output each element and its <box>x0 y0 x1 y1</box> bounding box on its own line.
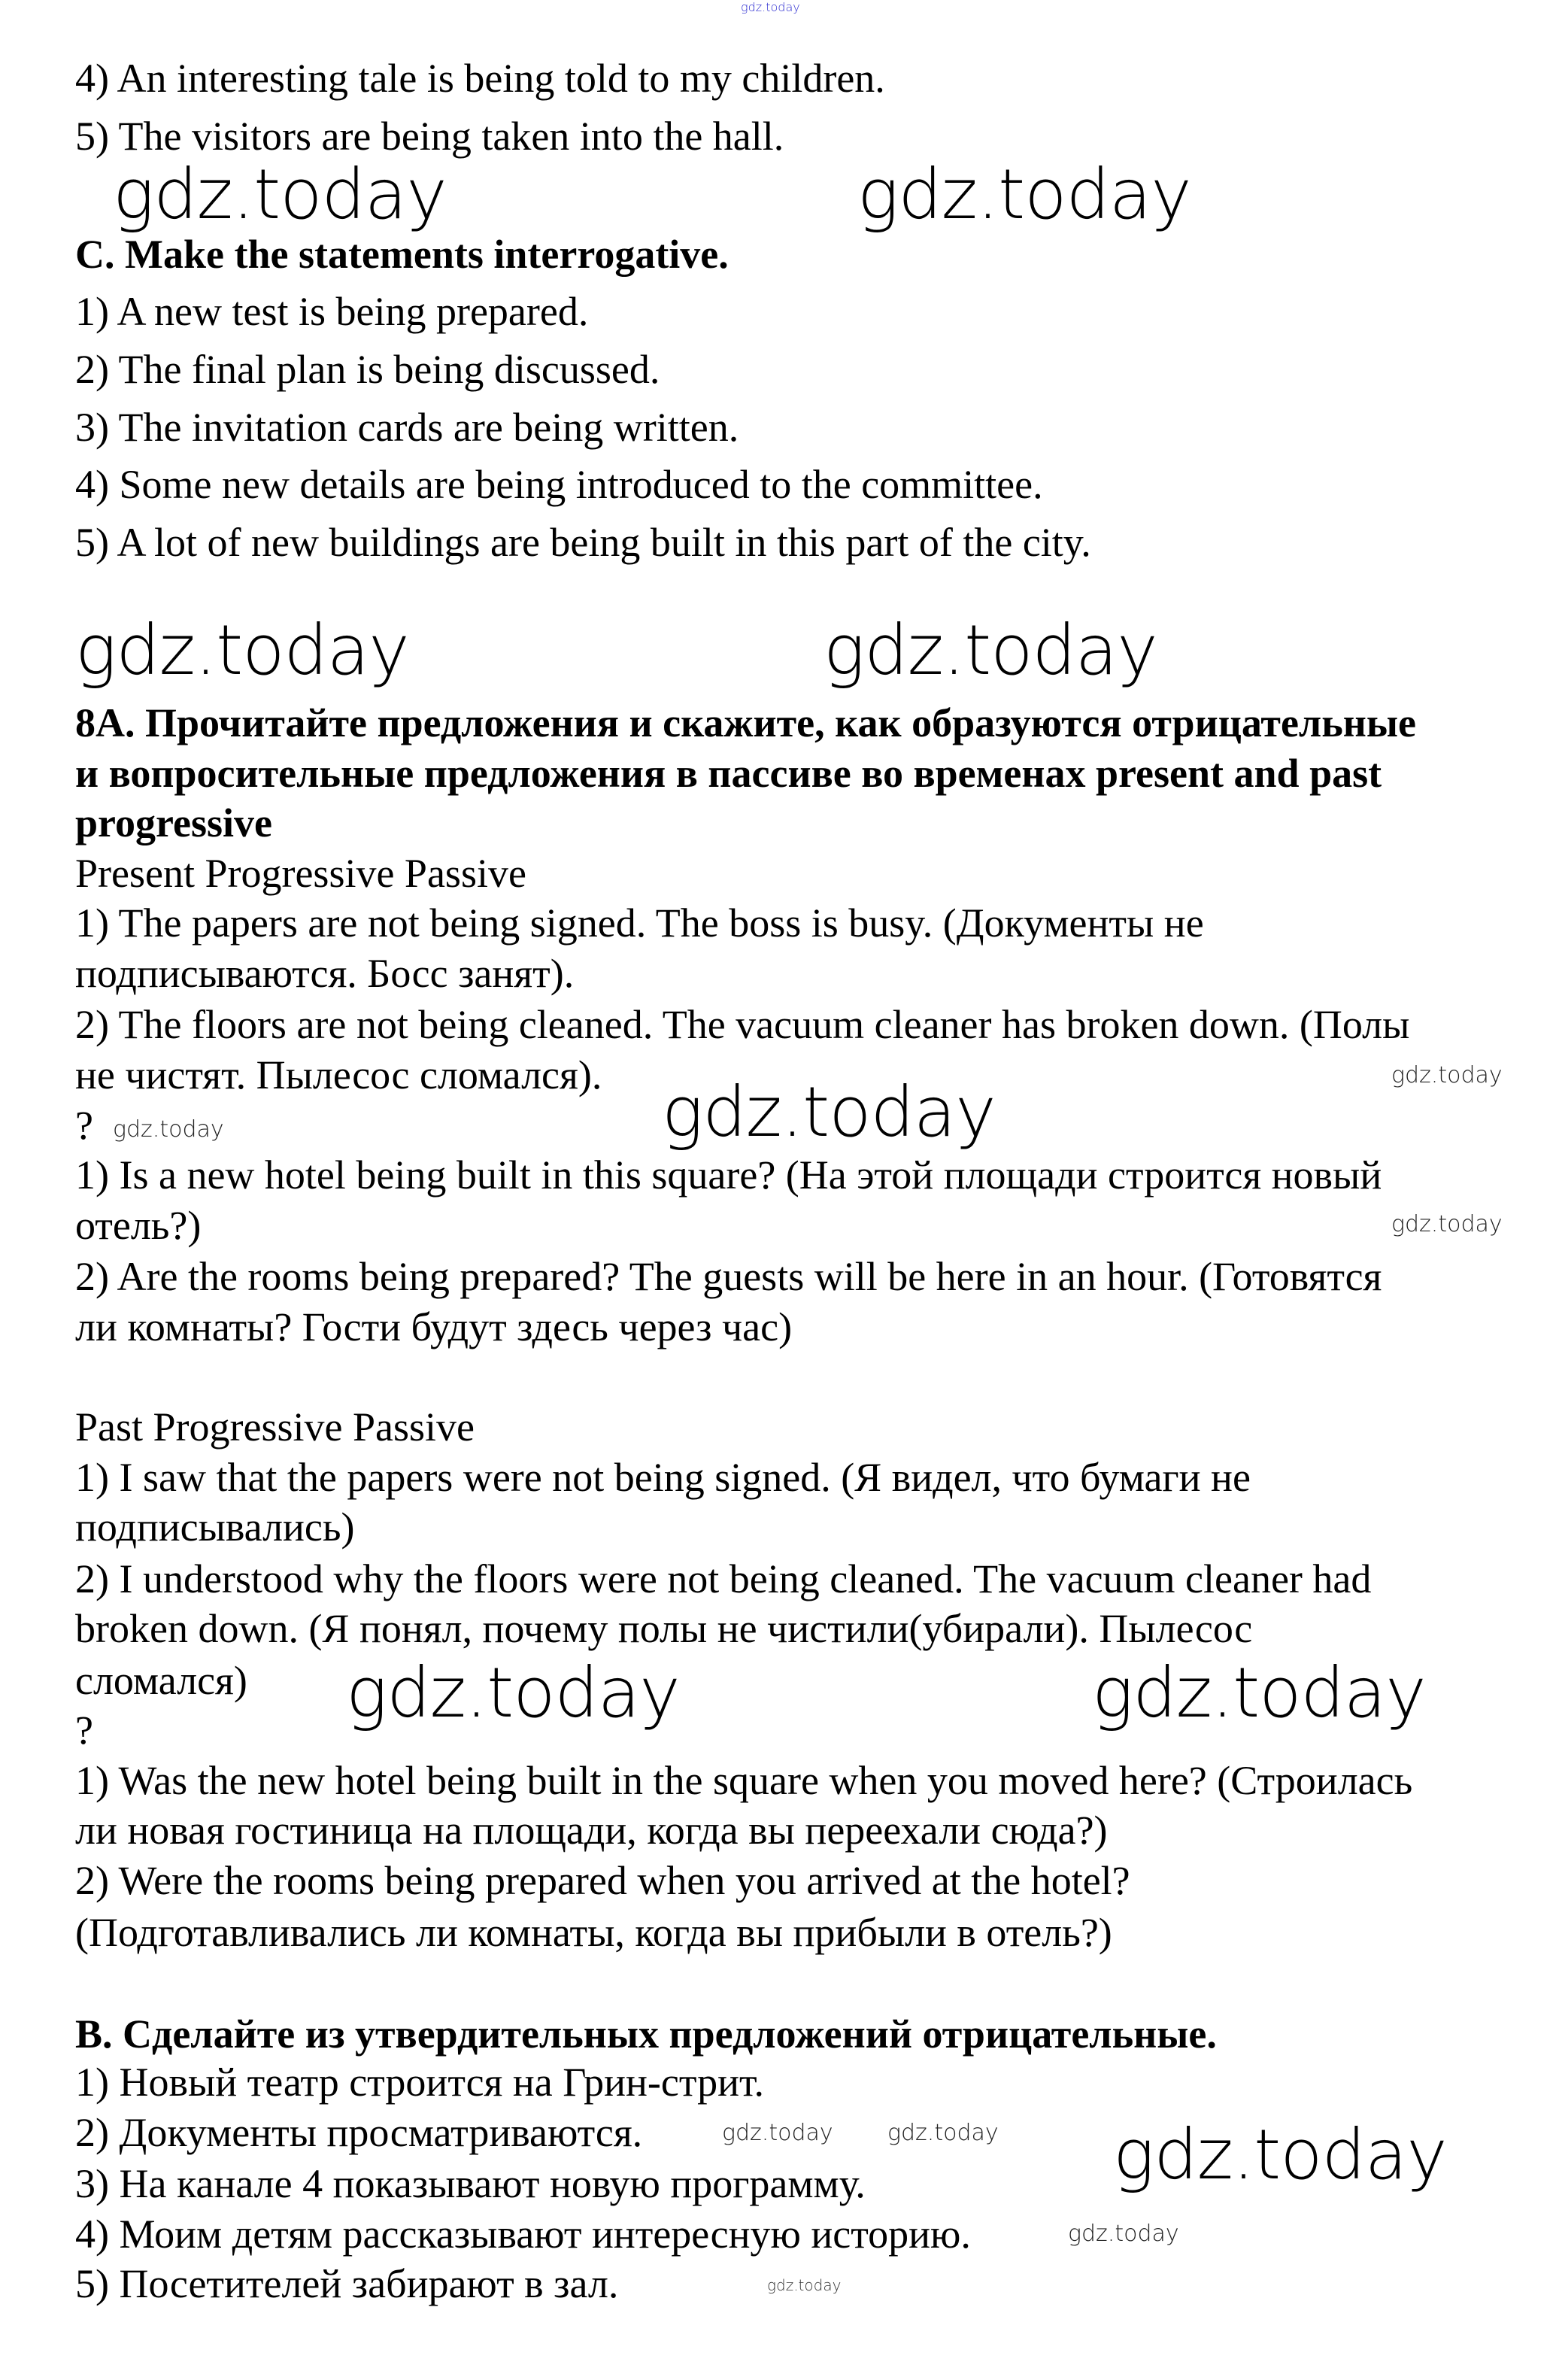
exercise-item: 4) An interesting tale is being told to my children. <box>75 56 885 101</box>
watermark-small: gdz.today <box>1068 2221 1179 2247</box>
exercise-item: 5) The visitors are being taken into the hall. <box>75 114 784 159</box>
example-line: подписываются. Босс занят). <box>75 951 575 996</box>
example-line: ли новая гостиница на площади, когда вы переехали сюда?) <box>75 1808 1108 1853</box>
watermark-small: gdz.today <box>1391 1211 1503 1237</box>
past-heading: Past Progressive Passive <box>75 1404 475 1450</box>
watermark: gdz.today <box>1113 2114 1447 2195</box>
exercise-item: 3) The invitation cards are being written. <box>75 405 739 450</box>
example-line: 1) I saw that the papers were not being signed. (Я видел, что бумаги не <box>75 1455 1251 1500</box>
example-line: 2) I understood why the floors were not being cleaned. The vacuum cleaner had <box>75 1556 1372 1601</box>
exercise-item: 3) На канале 4 показывают новую программу. <box>75 2161 866 2206</box>
present-heading: Present Progressive Passive <box>75 851 526 896</box>
example-line: 2) Were the rooms being prepared when you arrived at the hotel? <box>75 1858 1130 1903</box>
watermark-small: gdz.today <box>113 1116 224 1143</box>
exercise-item: 4) Моим детям рассказывают интересную историю. <box>75 2212 971 2257</box>
example-line: 2) Are the rooms being prepared? The guests will be here in an hour. (Готовятся <box>75 1254 1382 1299</box>
exercise-item: 1) Новый театр строится на Грин-стрит. <box>75 2060 765 2105</box>
example-line: отель?) <box>75 1203 202 1248</box>
example-line: (Подготавливались ли комнаты, когда вы прибыли в отель?) <box>75 1910 1112 1955</box>
watermark: gdz.today <box>75 610 409 691</box>
example-line: 1) Was the new hotel being built in the square when you moved here? (Строилась <box>75 1758 1413 1803</box>
example-line: подписывались) <box>75 1504 355 1550</box>
exercise-item: 4) Some new details are being introduced to the committee. <box>75 462 1043 507</box>
watermark-small: gdz.today <box>1391 1062 1503 1088</box>
example-line: 1) Is a new hotel being built in this square? (На этой площади строится новый <box>75 1152 1382 1198</box>
question-mark: ? <box>75 1103 93 1148</box>
example-line: не чистят. Пылесос сломался). <box>75 1052 602 1097</box>
example-line: сломался) <box>75 1658 247 1703</box>
watermark-small: gdz.today <box>722 2120 833 2146</box>
section-8a-title: 8A. Прочитайте предложения и скажите, как образуются отрицательные <box>75 700 1417 745</box>
exercise-item: 5) A lot of new buildings are being built in this part of the city. <box>75 520 1091 565</box>
watermark: gdz.today <box>1092 1653 1426 1733</box>
watermark: gdz.today <box>662 1072 996 1152</box>
section-b-title: B. Сделайте из утвердительных предложений отрицательные. <box>75 2011 1217 2057</box>
watermark: gdz.today <box>857 154 1191 235</box>
section-8a-title: progressive <box>75 800 272 845</box>
exercise-item: 2) The final plan is being discussed. <box>75 347 660 392</box>
section-8a-title: и вопросительные предложения в пассиве во временах present and past <box>75 751 1382 796</box>
example-line: 1) The papers are not being signed. The boss is busy. (Документы не <box>75 900 1204 946</box>
watermark: gdz.today <box>824 610 1157 691</box>
exercise-item: 5) Посетителей забирают в зал. <box>75 2261 619 2306</box>
section-c-title: C. Make the statements interrogative. <box>75 232 729 277</box>
watermark: gdz.today <box>346 1653 680 1733</box>
watermark-tiny: gdz.today <box>767 2276 842 2294</box>
exercise-item: 1) A new test is being prepared. <box>75 289 589 334</box>
example-line: broken down. (Я понял, почему полы не чистили(убирали). Пылесос <box>75 1606 1253 1651</box>
watermark-small: gdz.today <box>887 2120 999 2146</box>
example-line: ли комнаты? Гости будут здесь через час) <box>75 1304 793 1349</box>
watermark: gdz.today <box>113 154 447 235</box>
example-line: 2) The floors are not being cleaned. The vacuum cleaner has broken down. (Полы <box>75 1002 1410 1047</box>
exercise-item: 2) Документы просматриваются. <box>75 2110 643 2155</box>
watermark-top: gdz.today <box>741 0 800 14</box>
question-mark: ? <box>75 1708 93 1753</box>
